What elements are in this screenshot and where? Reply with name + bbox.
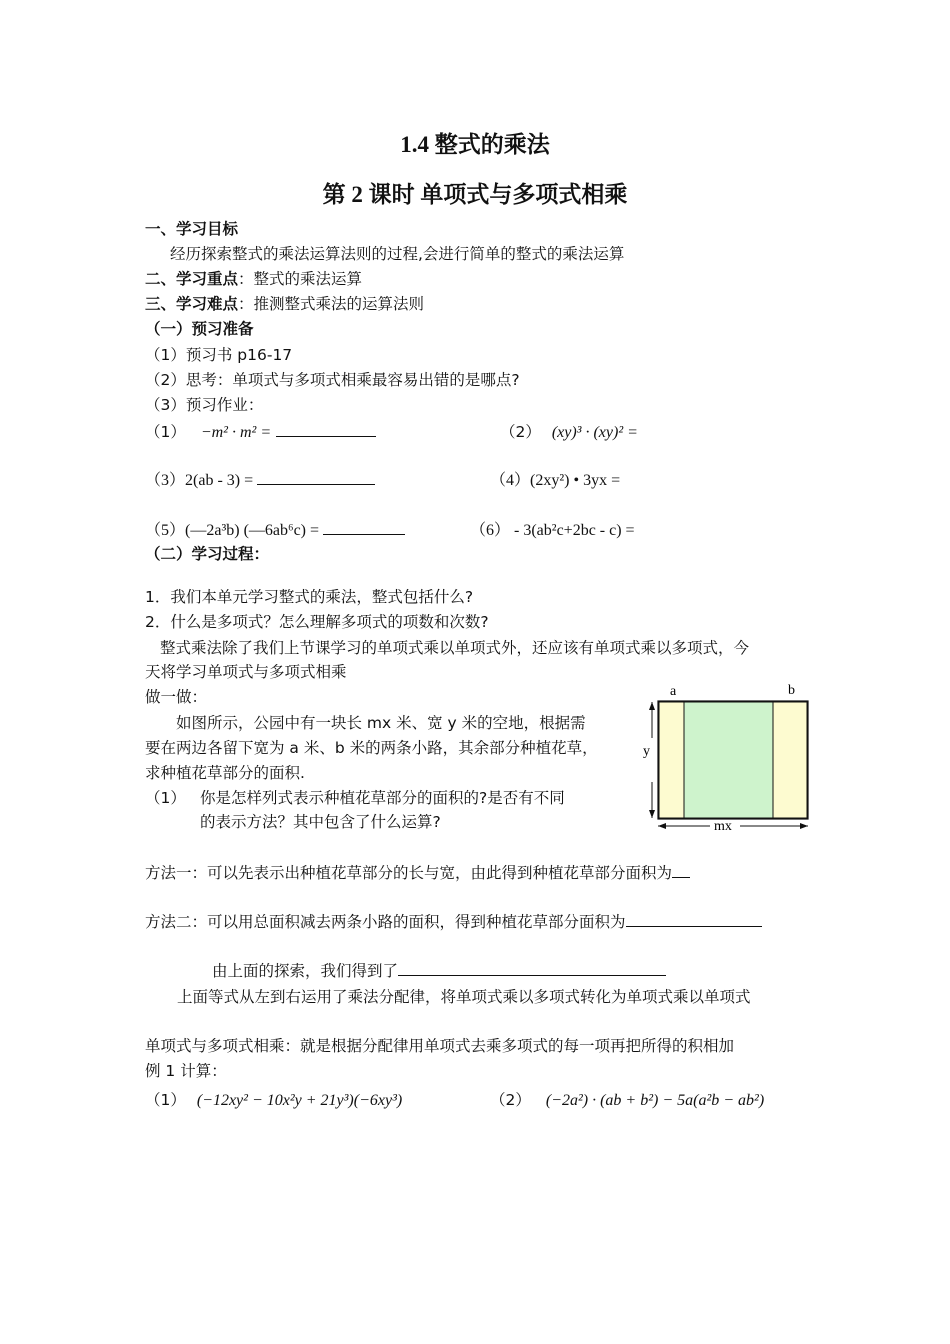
label-y: y <box>643 744 650 759</box>
exercise-number: （5） <box>145 522 186 539</box>
distributive-law-text: 上面等式从左到右运用了乘法分配律，将单项式乘以多项式转化为单项式乘以单项式 <box>177 988 751 1006</box>
exercise-2 <box>500 420 638 442</box>
process-heading: （二）学习过程： <box>145 545 270 563</box>
label-b: b <box>788 683 795 698</box>
label-a: a <box>670 684 677 699</box>
exercise-number: （6） <box>470 522 511 539</box>
exercise-number: （1） <box>145 423 186 441</box>
method-2-text: 方法二：可以用总面积减去两条小路的面积，得到种植花草部分面积为 <box>145 913 626 931</box>
answer-blank <box>672 863 690 878</box>
preview-item: （2）思考：单项式与多项式相乘最容易出错的是哪点? <box>145 371 520 389</box>
answer-blank <box>257 470 375 485</box>
exercise-expression: −m² · m² = <box>200 424 272 441</box>
exploration <box>212 959 666 981</box>
exercise-expression: 2(ab - 3) = <box>185 472 254 489</box>
sub-question-number: （1） <box>145 789 186 807</box>
method-1-text: 方法一：可以先表示出种植花草部分的长与宽，由此得到种植花草部分面积为 <box>145 864 673 882</box>
arrowhead-right <box>800 823 808 829</box>
preview-item: （3）预习作业： <box>145 396 264 414</box>
intro-text: 天将学习单项式与多项式相乘 <box>145 663 347 681</box>
exercise-3 <box>145 467 375 490</box>
exercise-expression: - 3(ab²c+2bc - c) = <box>510 522 635 539</box>
method-2 <box>145 910 762 932</box>
answer-blank <box>276 422 376 437</box>
preview-heading: （一）预习准备 <box>145 320 254 338</box>
answer-blank <box>323 520 405 535</box>
answer-blank <box>398 961 666 976</box>
example-expression: (−2a²) · (ab + b²) − 5a(a²b − ab²) <box>545 1092 765 1109</box>
question-1: 1．我们本单元学习整式的乘法，整式包括什么? <box>145 588 474 606</box>
exercise-expression: (2xy²) • 3yx = <box>530 472 621 489</box>
exercise-number: （3） <box>145 472 186 489</box>
label-mx: mx <box>714 819 732 834</box>
right-path <box>773 702 807 818</box>
example-number: （2） <box>490 1091 531 1109</box>
page-title: 1.4 整式的乘法 <box>400 132 550 157</box>
sub-question-text: 的表示方法？其中包含了什么运算? <box>200 813 441 831</box>
exercise-6 <box>470 517 635 540</box>
difficulty-heading: 三、学习难点 <box>145 295 239 313</box>
exploration-text: 由上面的探索，我们得到了 <box>212 962 399 980</box>
exercise-expression: (xy)³ · (xy)² = <box>551 424 638 441</box>
example-expression: (−12xy² − 10x²y + 21y³)(−6xy³) <box>196 1092 403 1109</box>
left-path <box>659 702 684 818</box>
problem-text: 求种植花草部分的面积. <box>145 764 305 782</box>
problem-text: 要在两边各留下宽为 a 米、b 米的两条小路，其余部分种植花草， <box>145 739 598 757</box>
try-heading: 做一做： <box>145 688 208 706</box>
learning-goals-text: 经历探索整式的乘法运算法则的过程,会进行简单的整式的乘法运算 <box>170 245 625 263</box>
park-figure <box>640 680 820 840</box>
difficulty <box>145 292 424 314</box>
answer-blank <box>626 912 762 927</box>
key-point <box>145 267 362 289</box>
key-point-text: ：整式的乘法运算 <box>238 270 363 288</box>
preview-item: （1）预习书 p16-17 <box>145 346 293 364</box>
example-heading: 例 1 计算： <box>145 1062 227 1080</box>
exercise-expression: (—2a³b) (—6ab⁶c) = <box>185 522 320 539</box>
question-2: 2．什么是多项式？怎么理解多项式的项数和次数? <box>145 613 489 631</box>
example-2 <box>490 1088 764 1110</box>
rule-text: 单项式与多项式相乘：就是根据分配律用单项式去乘多项式的每一项再把所得的积相加 <box>145 1037 735 1055</box>
exercise-4 <box>490 467 620 490</box>
arrowhead-up <box>649 702 655 710</box>
exercise-5 <box>145 517 405 540</box>
learning-goals-heading: 一、学习目标 <box>145 220 239 238</box>
arrowhead-left <box>658 823 666 829</box>
exercise-1 <box>145 420 376 442</box>
difficulty-text: ：推测整式乘法的运算法则 <box>238 295 425 313</box>
example-1 <box>145 1088 402 1110</box>
exercise-number: （4） <box>490 472 531 489</box>
key-point-heading: 二、学习重点 <box>145 270 239 288</box>
sub-question-text: 你是怎样列式表示种植花草部分的面积的?是否有不同 <box>200 789 565 807</box>
learning-goals <box>145 217 238 239</box>
arrowhead-down <box>649 810 655 818</box>
flower-grass-area <box>684 702 773 818</box>
problem-text: 如图所示，公园中有一块长 mx 米、宽 y 米的空地，根据需 <box>176 714 586 732</box>
intro-text: 整式乘法除了我们上节课学习的单项式乘以单项式外，还应该有单项式乘以多项式，今 <box>160 639 750 657</box>
method-1 <box>145 861 690 883</box>
page-subtitle: 第 2 课时 单项式与多项式相乘 <box>322 182 628 207</box>
exercise-number: （2） <box>500 423 541 441</box>
example-number: （1） <box>145 1091 186 1109</box>
